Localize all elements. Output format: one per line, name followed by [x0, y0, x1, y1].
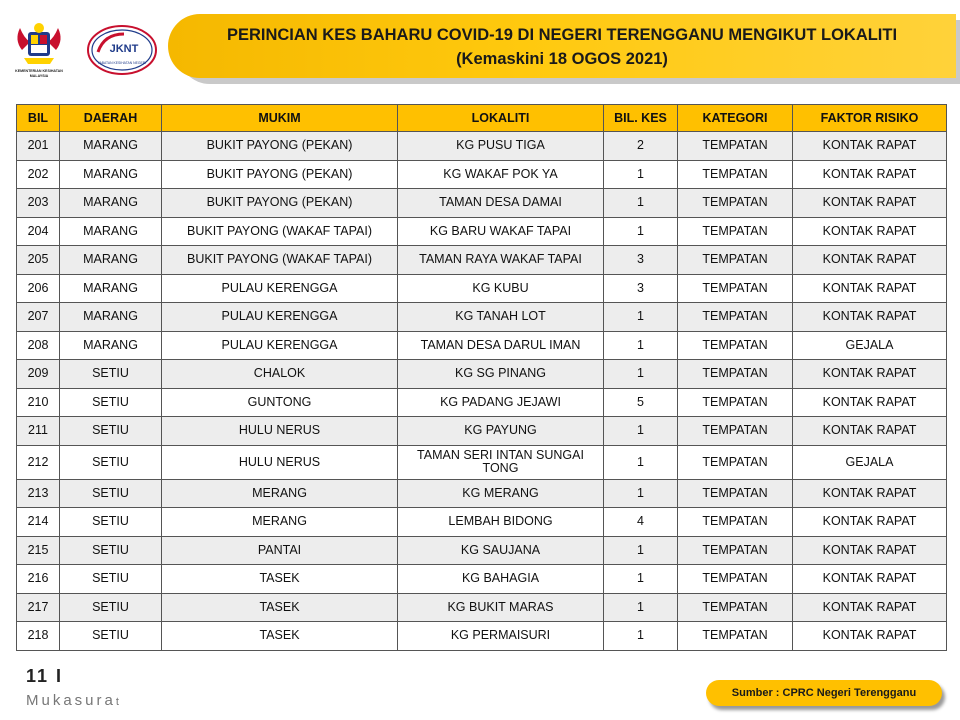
cell-faktor-risiko: KONTAK RAPAT	[793, 479, 947, 508]
cell-daerah: SETIU	[60, 565, 162, 594]
table-row	[17, 479, 947, 508]
cell-bil: 216	[17, 565, 60, 594]
cell-lokaliti: KG MERANG	[398, 479, 604, 508]
cell-bil: 202	[17, 160, 60, 189]
cell-bil: 212	[17, 445, 60, 479]
table-row	[17, 508, 947, 537]
cell-kategori: TEMPATAN	[678, 246, 793, 275]
cases-table	[16, 104, 947, 651]
page-label	[26, 692, 119, 709]
table-row	[17, 360, 947, 389]
cell-mukim: TASEK	[162, 622, 398, 651]
cell-kategori: TEMPATAN	[678, 217, 793, 246]
kkm-logo-text: KEMENTERIAN KESIHATAN	[15, 69, 63, 73]
cell-lokaliti: KG SAUJANA	[398, 536, 604, 565]
page-label-tail: t	[115, 696, 119, 708]
jknt-logo	[84, 22, 160, 78]
cell-bil-kes: 1	[604, 445, 678, 479]
cell-kategori: TEMPATAN	[678, 565, 793, 594]
cell-kategori: TEMPATAN	[678, 417, 793, 446]
page-title: PERINCIAN KES BAHARU COVID-19 DI NEGERI TERENGGANU MENGIKUT LOKALITI	[226, 26, 898, 44]
table-row	[17, 274, 947, 303]
cell-faktor-risiko: KONTAK RAPAT	[793, 189, 947, 218]
cell-faktor-risiko: KONTAK RAPAT	[793, 417, 947, 446]
cell-kategori: TEMPATAN	[678, 388, 793, 417]
cell-mukim: BUKIT PAYONG (WAKAF TAPAI)	[162, 246, 398, 275]
cell-mukim: HULU NERUS	[162, 417, 398, 446]
cell-kategori: TEMPATAN	[678, 479, 793, 508]
cell-faktor-risiko: KONTAK RAPAT	[793, 622, 947, 651]
cell-daerah: SETIU	[60, 622, 162, 651]
cell-lokaliti: KG KUBU	[398, 274, 604, 303]
cell-kategori: TEMPATAN	[678, 274, 793, 303]
table-body	[17, 132, 947, 651]
table-header-row	[17, 105, 947, 132]
column-header-daerah: DAERAH	[60, 105, 162, 132]
column-header-lokaliti: LOKALITI	[398, 105, 604, 132]
column-header-mukim: MUKIM	[162, 105, 398, 132]
cell-kategori: TEMPATAN	[678, 189, 793, 218]
cell-lokaliti: KG TANAH LOT	[398, 303, 604, 332]
table-row	[17, 417, 947, 446]
table-row	[17, 388, 947, 417]
cell-daerah: MARANG	[60, 160, 162, 189]
column-header-bil: BIL	[17, 105, 60, 132]
cell-lokaliti: TAMAN DESA DAMAI	[398, 189, 604, 218]
cell-bil: 213	[17, 479, 60, 508]
cell-bil-kes: 3	[604, 274, 678, 303]
cell-daerah: MARANG	[60, 331, 162, 360]
page-label-text: Mukasura	[26, 692, 116, 709]
cell-daerah: SETIU	[60, 417, 162, 446]
cell-bil: 205	[17, 246, 60, 275]
cell-bil: 217	[17, 593, 60, 622]
column-header-bil-kes: BIL. KES	[604, 105, 678, 132]
cell-mukim: BUKIT PAYONG (WAKAF TAPAI)	[162, 217, 398, 246]
cell-faktor-risiko: KONTAK RAPAT	[793, 303, 947, 332]
cell-bil-kes: 1	[604, 536, 678, 565]
cell-daerah: MARANG	[60, 274, 162, 303]
cell-mukim: BUKIT PAYONG (PEKAN)	[162, 189, 398, 218]
cell-daerah: SETIU	[60, 508, 162, 537]
cell-bil-kes: 1	[604, 303, 678, 332]
cell-kategori: TEMPATAN	[678, 622, 793, 651]
table-row	[17, 246, 947, 275]
cell-bil: 215	[17, 536, 60, 565]
cell-lokaliti: KG BAHAGIA	[398, 565, 604, 594]
cell-mukim: GUNTONG	[162, 388, 398, 417]
cell-lokaliti: LEMBAH BIDONG	[398, 508, 604, 537]
cell-mukim: PULAU KERENGGA	[162, 303, 398, 332]
cell-daerah: SETIU	[60, 445, 162, 479]
cell-kategori: TEMPATAN	[678, 132, 793, 161]
cell-kategori: TEMPATAN	[678, 303, 793, 332]
cell-kategori: TEMPATAN	[678, 160, 793, 189]
cell-faktor-risiko: KONTAK RAPAT	[793, 132, 947, 161]
cell-bil-kes: 1	[604, 622, 678, 651]
cell-lokaliti: KG WAKAF POK YA	[398, 160, 604, 189]
cell-daerah: MARANG	[60, 246, 162, 275]
cell-bil: 201	[17, 132, 60, 161]
cell-bil: 203	[17, 189, 60, 218]
cell-bil-kes: 4	[604, 508, 678, 537]
cell-mukim: PULAU KERENGGA	[162, 274, 398, 303]
cell-lokaliti: KG SG PINANG	[398, 360, 604, 389]
cell-faktor-risiko: KONTAK RAPAT	[793, 360, 947, 389]
cell-lokaliti: TAMAN RAYA WAKAF TAPAI	[398, 246, 604, 275]
cell-lokaliti: KG BUKIT MARAS	[398, 593, 604, 622]
table-row	[17, 189, 947, 218]
cell-bil-kes: 3	[604, 246, 678, 275]
cell-bil-kes: 1	[604, 360, 678, 389]
cell-daerah: SETIU	[60, 479, 162, 508]
cell-bil: 211	[17, 417, 60, 446]
cell-daerah: SETIU	[60, 593, 162, 622]
cell-faktor-risiko: KONTAK RAPAT	[793, 274, 947, 303]
table-row	[17, 622, 947, 651]
cell-daerah: MARANG	[60, 132, 162, 161]
cell-mukim: TASEK	[162, 593, 398, 622]
cell-kategori: TEMPATAN	[678, 593, 793, 622]
cell-lokaliti: KG PADANG JEJAWI	[398, 388, 604, 417]
page-subtitle: (Kemaskini 18 OGOS 2021)	[456, 50, 668, 68]
cell-faktor-risiko: KONTAK RAPAT	[793, 593, 947, 622]
table-row	[17, 132, 947, 161]
svg-text:JABATAN KESIHATAN NEGERI: JABATAN KESIHATAN NEGERI	[97, 61, 147, 65]
cell-mukim: HULU NERUS	[162, 445, 398, 479]
svg-text:MALAYSIA: MALAYSIA	[29, 74, 49, 78]
cell-mukim: TASEK	[162, 565, 398, 594]
cell-daerah: MARANG	[60, 303, 162, 332]
cell-faktor-risiko: KONTAK RAPAT	[793, 160, 947, 189]
cell-bil: 204	[17, 217, 60, 246]
cell-mukim: MERANG	[162, 508, 398, 537]
column-header-kategori: KATEGORI	[678, 105, 793, 132]
cell-bil-kes: 5	[604, 388, 678, 417]
cell-bil-kes: 1	[604, 479, 678, 508]
cell-bil: 218	[17, 622, 60, 651]
cell-mukim: MERANG	[162, 479, 398, 508]
cell-faktor-risiko: KONTAK RAPAT	[793, 388, 947, 417]
cell-bil: 214	[17, 508, 60, 537]
cell-faktor-risiko: KONTAK RAPAT	[793, 565, 947, 594]
cell-lokaliti: KG PERMAISURI	[398, 622, 604, 651]
cell-bil-kes: 1	[604, 593, 678, 622]
cell-mukim: BUKIT PAYONG (PEKAN)	[162, 160, 398, 189]
cell-lokaliti: KG PUSU TIGA	[398, 132, 604, 161]
table-row	[17, 565, 947, 594]
cell-mukim: PANTAI	[162, 536, 398, 565]
cell-lokaliti: KG BARU WAKAF TAPAI	[398, 217, 604, 246]
cell-faktor-risiko: GEJALA	[793, 331, 947, 360]
cell-daerah: MARANG	[60, 189, 162, 218]
cell-kategori: TEMPATAN	[678, 331, 793, 360]
cell-bil: 210	[17, 388, 60, 417]
cell-bil: 208	[17, 331, 60, 360]
table-row	[17, 331, 947, 360]
svg-text:JKNT: JKNT	[109, 43, 139, 55]
cell-bil-kes: 1	[604, 331, 678, 360]
table-row	[17, 303, 947, 332]
cell-lokaliti: KG PAYUNG	[398, 417, 604, 446]
cell-bil-kes: 1	[604, 417, 678, 446]
cell-daerah: SETIU	[60, 388, 162, 417]
cell-bil: 206	[17, 274, 60, 303]
kkm-crest-logo	[10, 20, 68, 82]
cell-faktor-risiko: GEJALA	[793, 445, 947, 479]
cell-kategori: TEMPATAN	[678, 360, 793, 389]
cell-mukim: BUKIT PAYONG (PEKAN)	[162, 132, 398, 161]
cell-lokaliti: TAMAN DESA DARUL IMAN	[398, 331, 604, 360]
title-band	[168, 14, 956, 78]
column-header-faktor-risiko: FAKTOR RISIKO	[793, 105, 947, 132]
page-number: 11 I	[26, 666, 64, 686]
cell-faktor-risiko: KONTAK RAPAT	[793, 508, 947, 537]
source-badge: Sumber : CPRC Negeri Terengganu	[706, 680, 942, 706]
table-row	[17, 536, 947, 565]
cell-faktor-risiko: KONTAK RAPAT	[793, 246, 947, 275]
cell-kategori: TEMPATAN	[678, 508, 793, 537]
table-row	[17, 217, 947, 246]
title-banner	[168, 14, 960, 84]
cell-bil-kes: 1	[604, 217, 678, 246]
cell-kategori: TEMPATAN	[678, 445, 793, 479]
cell-faktor-risiko: KONTAK RAPAT	[793, 217, 947, 246]
cell-lokaliti: TAMAN SERI INTAN SUNGAI TONG	[398, 445, 604, 479]
cell-bil: 209	[17, 360, 60, 389]
table-row	[17, 160, 947, 189]
cell-mukim: CHALOK	[162, 360, 398, 389]
cell-daerah: MARANG	[60, 217, 162, 246]
cell-daerah: SETIU	[60, 536, 162, 565]
cell-mukim: PULAU KERENGGA	[162, 331, 398, 360]
cell-bil-kes: 1	[604, 189, 678, 218]
table-row	[17, 445, 947, 479]
cell-bil-kes: 1	[604, 565, 678, 594]
cell-bil-kes: 2	[604, 132, 678, 161]
cell-bil-kes: 1	[604, 160, 678, 189]
cell-kategori: TEMPATAN	[678, 536, 793, 565]
table-row	[17, 593, 947, 622]
cell-faktor-risiko: KONTAK RAPAT	[793, 536, 947, 565]
cell-daerah: SETIU	[60, 360, 162, 389]
cell-bil: 207	[17, 303, 60, 332]
